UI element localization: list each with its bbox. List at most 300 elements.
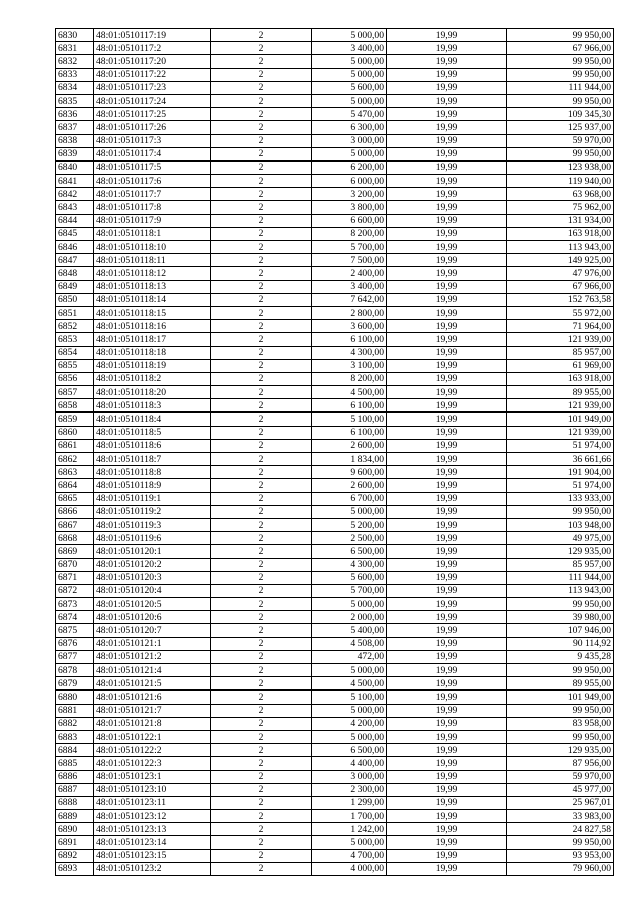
cadastral-cost-cell: 51 974,00 bbox=[507, 439, 614, 452]
specific-value-cell: 19,99 bbox=[387, 175, 507, 188]
table-row bbox=[56, 492, 614, 505]
table-row bbox=[56, 624, 614, 637]
specific-value-cell: 19,99 bbox=[387, 532, 507, 545]
category-code-cell: 2 bbox=[211, 280, 312, 293]
specific-value-cell: 19,99 bbox=[387, 466, 507, 479]
table-row bbox=[56, 479, 614, 492]
table-row bbox=[56, 359, 614, 372]
area-value-cell: 5 000,00 bbox=[312, 94, 387, 107]
table-row bbox=[56, 466, 614, 479]
cadastral-cost-cell: 45 977,00 bbox=[507, 783, 614, 796]
category-code-cell: 2 bbox=[211, 796, 312, 809]
table-row bbox=[56, 584, 614, 597]
cadastral-number-cell: 48:01:0510120:3 bbox=[94, 571, 211, 584]
cadastral-number-cell: 48:01:0510120:7 bbox=[94, 624, 211, 637]
row-number-cell: 6871 bbox=[56, 571, 94, 584]
specific-value-cell: 19,99 bbox=[387, 849, 507, 862]
cadastral-cost-cell: 47 976,00 bbox=[507, 267, 614, 280]
cadastral-number-cell: 48:01:0510118:18 bbox=[94, 346, 211, 359]
table-row bbox=[56, 862, 614, 875]
category-code-cell: 2 bbox=[211, 68, 312, 81]
cadastral-number-cell: 48:01:0510121:5 bbox=[94, 677, 211, 691]
table-row bbox=[56, 81, 614, 94]
category-code-cell: 2 bbox=[211, 346, 312, 359]
cadastral-number-cell: 48:01:0510123:15 bbox=[94, 849, 211, 862]
cadastral-cost-cell: 9 435,28 bbox=[507, 650, 614, 663]
row-number-cell: 6876 bbox=[56, 637, 94, 650]
area-value-cell: 3 600,00 bbox=[312, 320, 387, 333]
specific-value-cell: 19,99 bbox=[387, 704, 507, 717]
table-row bbox=[56, 306, 614, 319]
table-row bbox=[56, 426, 614, 439]
specific-value-cell: 19,99 bbox=[387, 161, 507, 175]
row-number-cell: 6831 bbox=[56, 42, 94, 55]
specific-value-cell: 19,99 bbox=[387, 650, 507, 663]
area-value-cell: 6 200,00 bbox=[312, 161, 387, 175]
cadastral-cost-cell: 111 944,00 bbox=[507, 81, 614, 94]
specific-value-cell: 19,99 bbox=[387, 717, 507, 730]
category-code-cell: 2 bbox=[211, 293, 312, 306]
area-value-cell: 3 800,00 bbox=[312, 201, 387, 214]
cadastral-cost-cell: 33 983,00 bbox=[507, 810, 614, 823]
cadastral-number-cell: 48:01:0510117:3 bbox=[94, 134, 211, 147]
row-number-cell: 6848 bbox=[56, 267, 94, 280]
area-value-cell: 5 400,00 bbox=[312, 624, 387, 637]
category-code-cell: 2 bbox=[211, 862, 312, 875]
cadastral-cost-cell: 99 950,00 bbox=[507, 836, 614, 849]
area-value-cell: 5 000,00 bbox=[312, 29, 387, 42]
specific-value-cell: 19,99 bbox=[387, 836, 507, 849]
area-value-cell: 8 200,00 bbox=[312, 372, 387, 385]
area-value-cell: 6 000,00 bbox=[312, 175, 387, 188]
category-code-cell: 2 bbox=[211, 94, 312, 107]
row-number-cell: 6872 bbox=[56, 584, 94, 597]
area-value-cell: 7 500,00 bbox=[312, 254, 387, 267]
cadastral-number-cell: 48:01:0510121:6 bbox=[94, 690, 211, 704]
specific-value-cell: 19,99 bbox=[387, 333, 507, 346]
row-number-cell: 6854 bbox=[56, 346, 94, 359]
row-number-cell: 6835 bbox=[56, 94, 94, 107]
cadastral-cost-cell: 113 943,00 bbox=[507, 584, 614, 597]
table-row bbox=[56, 704, 614, 717]
cadastral-number-cell: 48:01:0510123:1 bbox=[94, 770, 211, 783]
row-number-cell: 6890 bbox=[56, 823, 94, 836]
category-code-cell: 2 bbox=[211, 545, 312, 558]
category-code-cell: 2 bbox=[211, 690, 312, 704]
category-code-cell: 2 bbox=[211, 584, 312, 597]
category-code-cell: 2 bbox=[211, 188, 312, 201]
cadastral-number-cell: 48:01:0510120:6 bbox=[94, 611, 211, 624]
category-code-cell: 2 bbox=[211, 730, 312, 743]
row-number-cell: 6862 bbox=[56, 453, 94, 466]
row-number-cell: 6864 bbox=[56, 479, 94, 492]
cadastral-cost-cell: 99 950,00 bbox=[507, 730, 614, 743]
specific-value-cell: 19,99 bbox=[387, 306, 507, 319]
area-value-cell: 4 400,00 bbox=[312, 757, 387, 770]
area-value-cell: 5 600,00 bbox=[312, 81, 387, 94]
row-number-cell: 6849 bbox=[56, 280, 94, 293]
specific-value-cell: 19,99 bbox=[387, 664, 507, 677]
area-value-cell: 5 100,00 bbox=[312, 690, 387, 704]
row-number-cell: 6840 bbox=[56, 161, 94, 175]
cadastral-number-cell: 48:01:0510118:5 bbox=[94, 426, 211, 439]
category-code-cell: 2 bbox=[211, 677, 312, 691]
area-value-cell: 3 100,00 bbox=[312, 359, 387, 372]
area-value-cell: 6 500,00 bbox=[312, 744, 387, 757]
table-row bbox=[56, 201, 614, 214]
cadastral-cost-cell: 103 948,00 bbox=[507, 518, 614, 531]
row-number-cell: 6874 bbox=[56, 611, 94, 624]
specific-value-cell: 19,99 bbox=[387, 426, 507, 439]
table-row bbox=[56, 293, 614, 306]
category-code-cell: 2 bbox=[211, 399, 312, 413]
cadastral-cost-cell: 123 938,00 bbox=[507, 161, 614, 175]
category-code-cell: 2 bbox=[211, 227, 312, 240]
row-number-cell: 6865 bbox=[56, 492, 94, 505]
area-value-cell: 5 700,00 bbox=[312, 241, 387, 254]
cadastral-cost-cell: 131 934,00 bbox=[507, 214, 614, 227]
row-number-cell: 6841 bbox=[56, 175, 94, 188]
cadastral-cost-cell: 152 763,58 bbox=[507, 293, 614, 306]
cadastral-number-cell: 48:01:0510121:7 bbox=[94, 704, 211, 717]
area-value-cell: 3 400,00 bbox=[312, 280, 387, 293]
cadastral-number-cell: 48:01:0510117:2 bbox=[94, 42, 211, 55]
table-row bbox=[56, 637, 614, 650]
cadastral-cost-cell: 163 918,00 bbox=[507, 227, 614, 240]
cadastral-number-cell: 48:01:0510121:8 bbox=[94, 717, 211, 730]
row-number-cell: 6858 bbox=[56, 399, 94, 413]
cadastral-number-cell: 48:01:0510118:6 bbox=[94, 439, 211, 452]
specific-value-cell: 19,99 bbox=[387, 108, 507, 121]
cadastral-cost-cell: 85 957,00 bbox=[507, 346, 614, 359]
specific-value-cell: 19,99 bbox=[387, 293, 507, 306]
specific-value-cell: 19,99 bbox=[387, 29, 507, 42]
specific-value-cell: 19,99 bbox=[387, 730, 507, 743]
area-value-cell: 2 300,00 bbox=[312, 783, 387, 796]
row-number-cell: 6852 bbox=[56, 320, 94, 333]
category-code-cell: 2 bbox=[211, 372, 312, 385]
cadastral-number-cell: 48:01:0510118:13 bbox=[94, 280, 211, 293]
specific-value-cell: 19,99 bbox=[387, 677, 507, 691]
specific-value-cell: 19,99 bbox=[387, 372, 507, 385]
table-row bbox=[56, 147, 614, 161]
table-row bbox=[56, 453, 614, 466]
category-code-cell: 2 bbox=[211, 359, 312, 372]
cadastral-cost-cell: 99 950,00 bbox=[507, 29, 614, 42]
area-value-cell: 3 000,00 bbox=[312, 134, 387, 147]
category-code-cell: 2 bbox=[211, 439, 312, 452]
specific-value-cell: 19,99 bbox=[387, 147, 507, 161]
area-value-cell: 4 508,00 bbox=[312, 637, 387, 650]
table-row bbox=[56, 650, 614, 663]
cadastral-cost-cell: 99 950,00 bbox=[507, 704, 614, 717]
row-number-cell: 6881 bbox=[56, 704, 94, 717]
specific-value-cell: 19,99 bbox=[387, 823, 507, 836]
category-code-cell: 2 bbox=[211, 201, 312, 214]
table-row bbox=[56, 175, 614, 188]
cadastral-number-cell: 48:01:0510118:20 bbox=[94, 386, 211, 399]
cadastral-cost-cell: 55 972,00 bbox=[507, 306, 614, 319]
area-value-cell: 6 600,00 bbox=[312, 214, 387, 227]
specific-value-cell: 19,99 bbox=[387, 757, 507, 770]
row-number-cell: 6878 bbox=[56, 664, 94, 677]
table-row bbox=[56, 280, 614, 293]
table-row bbox=[56, 730, 614, 743]
row-number-cell: 6888 bbox=[56, 796, 94, 809]
cadastral-cost-cell: 109 345,30 bbox=[507, 108, 614, 121]
area-value-cell: 2 600,00 bbox=[312, 439, 387, 452]
area-value-cell: 5 000,00 bbox=[312, 598, 387, 611]
specific-value-cell: 19,99 bbox=[387, 545, 507, 558]
category-code-cell: 2 bbox=[211, 426, 312, 439]
cadastral-number-cell: 48:01:0510118:9 bbox=[94, 479, 211, 492]
area-value-cell: 6 300,00 bbox=[312, 121, 387, 134]
cadastral-cost-cell: 83 958,00 bbox=[507, 717, 614, 730]
category-code-cell: 2 bbox=[211, 770, 312, 783]
cadastral-cost-cell: 191 904,00 bbox=[507, 466, 614, 479]
row-number-cell: 6875 bbox=[56, 624, 94, 637]
cadastral-cost-cell: 71 964,00 bbox=[507, 320, 614, 333]
row-number-cell: 6832 bbox=[56, 55, 94, 68]
table-row bbox=[56, 717, 614, 730]
category-code-cell: 2 bbox=[211, 717, 312, 730]
category-code-cell: 2 bbox=[211, 412, 312, 426]
area-value-cell: 5 600,00 bbox=[312, 571, 387, 584]
row-number-cell: 6879 bbox=[56, 677, 94, 691]
cadastral-cost-cell: 119 940,00 bbox=[507, 175, 614, 188]
cadastral-cost-cell: 99 950,00 bbox=[507, 147, 614, 161]
category-code-cell: 2 bbox=[211, 518, 312, 531]
area-value-cell: 6 500,00 bbox=[312, 545, 387, 558]
category-code-cell: 2 bbox=[211, 571, 312, 584]
cadastral-cost-cell: 113 943,00 bbox=[507, 241, 614, 254]
area-value-cell: 6 100,00 bbox=[312, 399, 387, 413]
cadastral-cost-cell: 59 970,00 bbox=[507, 770, 614, 783]
table-row bbox=[56, 505, 614, 518]
row-number-cell: 6892 bbox=[56, 849, 94, 862]
specific-value-cell: 19,99 bbox=[387, 810, 507, 823]
category-code-cell: 2 bbox=[211, 386, 312, 399]
category-code-cell: 2 bbox=[211, 55, 312, 68]
specific-value-cell: 19,99 bbox=[387, 94, 507, 107]
row-number-cell: 6830 bbox=[56, 29, 94, 42]
area-value-cell: 9 600,00 bbox=[312, 466, 387, 479]
cadastral-number-cell: 48:01:0510117:23 bbox=[94, 81, 211, 94]
table-row bbox=[56, 55, 614, 68]
cadastral-cost-cell: 93 953,00 bbox=[507, 849, 614, 862]
specific-value-cell: 19,99 bbox=[387, 280, 507, 293]
specific-value-cell: 19,99 bbox=[387, 439, 507, 452]
cadastral-cost-cell: 89 955,00 bbox=[507, 677, 614, 691]
row-number-cell: 6833 bbox=[56, 68, 94, 81]
specific-value-cell: 19,99 bbox=[387, 637, 507, 650]
category-code-cell: 2 bbox=[211, 611, 312, 624]
row-number-cell: 6853 bbox=[56, 333, 94, 346]
category-code-cell: 2 bbox=[211, 650, 312, 663]
row-number-cell: 6882 bbox=[56, 717, 94, 730]
row-number-cell: 6837 bbox=[56, 121, 94, 134]
table-row bbox=[56, 188, 614, 201]
table-row bbox=[56, 108, 614, 121]
category-code-cell: 2 bbox=[211, 664, 312, 677]
specific-value-cell: 19,99 bbox=[387, 571, 507, 584]
specific-value-cell: 19,99 bbox=[387, 267, 507, 280]
area-value-cell: 4 500,00 bbox=[312, 677, 387, 691]
cadastral-cost-cell: 99 950,00 bbox=[507, 598, 614, 611]
row-number-cell: 6885 bbox=[56, 757, 94, 770]
table-row bbox=[56, 372, 614, 385]
cadastral-number-cell: 48:01:0510123:2 bbox=[94, 862, 211, 875]
category-code-cell: 2 bbox=[211, 479, 312, 492]
table-row bbox=[56, 770, 614, 783]
area-value-cell: 3 000,00 bbox=[312, 770, 387, 783]
area-value-cell: 2 000,00 bbox=[312, 611, 387, 624]
specific-value-cell: 19,99 bbox=[387, 227, 507, 240]
row-number-cell: 6846 bbox=[56, 241, 94, 254]
table-row bbox=[56, 532, 614, 545]
row-number-cell: 6863 bbox=[56, 466, 94, 479]
cadastral-number-cell: 48:01:0510117:24 bbox=[94, 94, 211, 107]
specific-value-cell: 19,99 bbox=[387, 770, 507, 783]
cadastral-number-cell: 48:01:0510120:4 bbox=[94, 584, 211, 597]
row-number-cell: 6870 bbox=[56, 558, 94, 571]
area-value-cell: 5 000,00 bbox=[312, 704, 387, 717]
row-number-cell: 6847 bbox=[56, 254, 94, 267]
cadastral-number-cell: 48:01:0510123:10 bbox=[94, 783, 211, 796]
cadastral-number-cell: 48:01:0510119:6 bbox=[94, 532, 211, 545]
specific-value-cell: 19,99 bbox=[387, 134, 507, 147]
area-value-cell: 5 200,00 bbox=[312, 518, 387, 531]
specific-value-cell: 19,99 bbox=[387, 42, 507, 55]
cadastral-cost-cell: 111 944,00 bbox=[507, 571, 614, 584]
row-number-cell: 6860 bbox=[56, 426, 94, 439]
cadastral-number-cell: 48:01:0510120:1 bbox=[94, 545, 211, 558]
table-row bbox=[56, 677, 614, 691]
table-row bbox=[56, 783, 614, 796]
cadastral-cost-cell: 163 918,00 bbox=[507, 372, 614, 385]
specific-value-cell: 19,99 bbox=[387, 201, 507, 214]
area-value-cell: 4 500,00 bbox=[312, 386, 387, 399]
area-value-cell: 6 100,00 bbox=[312, 333, 387, 346]
table-row bbox=[56, 68, 614, 81]
cadastral-number-cell: 48:01:0510123:13 bbox=[94, 823, 211, 836]
cadastral-number-cell: 48:01:0510118:16 bbox=[94, 320, 211, 333]
specific-value-cell: 19,99 bbox=[387, 399, 507, 413]
cadastral-cost-cell: 24 827,58 bbox=[507, 823, 614, 836]
cadastral-cost-cell: 121 939,00 bbox=[507, 333, 614, 346]
category-code-cell: 2 bbox=[211, 492, 312, 505]
table-row bbox=[56, 29, 614, 42]
cadastral-number-cell: 48:01:0510118:1 bbox=[94, 227, 211, 240]
category-code-cell: 2 bbox=[211, 121, 312, 134]
category-code-cell: 2 bbox=[211, 108, 312, 121]
area-value-cell: 8 200,00 bbox=[312, 227, 387, 240]
area-value-cell: 4 000,00 bbox=[312, 862, 387, 875]
specific-value-cell: 19,99 bbox=[387, 505, 507, 518]
specific-value-cell: 19,99 bbox=[387, 254, 507, 267]
cadastral-number-cell: 48:01:0510121:4 bbox=[94, 664, 211, 677]
cadastral-number-cell: 48:01:0510117:8 bbox=[94, 201, 211, 214]
cadastral-number-cell: 48:01:0510123:11 bbox=[94, 796, 211, 809]
category-code-cell: 2 bbox=[211, 637, 312, 650]
category-code-cell: 2 bbox=[211, 704, 312, 717]
cadastral-number-cell: 48:01:0510118:7 bbox=[94, 453, 211, 466]
area-value-cell: 5 000,00 bbox=[312, 664, 387, 677]
category-code-cell: 2 bbox=[211, 744, 312, 757]
row-number-cell: 6861 bbox=[56, 439, 94, 452]
row-number-cell: 6873 bbox=[56, 598, 94, 611]
table-row bbox=[56, 94, 614, 107]
cadastral-cost-cell: 85 957,00 bbox=[507, 558, 614, 571]
cadastral-cost-cell: 99 950,00 bbox=[507, 664, 614, 677]
area-value-cell: 5 000,00 bbox=[312, 836, 387, 849]
cadastral-cost-cell: 121 939,00 bbox=[507, 399, 614, 413]
area-value-cell: 4 300,00 bbox=[312, 558, 387, 571]
row-number-cell: 6883 bbox=[56, 730, 94, 743]
category-code-cell: 2 bbox=[211, 267, 312, 280]
category-code-cell: 2 bbox=[211, 810, 312, 823]
category-code-cell: 2 bbox=[211, 241, 312, 254]
cadastral-number-cell: 48:01:0510119:3 bbox=[94, 518, 211, 531]
category-code-cell: 2 bbox=[211, 783, 312, 796]
specific-value-cell: 19,99 bbox=[387, 479, 507, 492]
table-row bbox=[56, 227, 614, 240]
specific-value-cell: 19,99 bbox=[387, 783, 507, 796]
category-code-cell: 2 bbox=[211, 505, 312, 518]
category-code-cell: 2 bbox=[211, 757, 312, 770]
row-number-cell: 6877 bbox=[56, 650, 94, 663]
category-code-cell: 2 bbox=[211, 849, 312, 862]
area-value-cell: 4 700,00 bbox=[312, 849, 387, 862]
table-row bbox=[56, 254, 614, 267]
area-value-cell: 5 000,00 bbox=[312, 55, 387, 68]
cadastral-number-cell: 48:01:0510118:15 bbox=[94, 306, 211, 319]
category-code-cell: 2 bbox=[211, 598, 312, 611]
specific-value-cell: 19,99 bbox=[387, 624, 507, 637]
row-number-cell: 6855 bbox=[56, 359, 94, 372]
cadastral-cost-cell: 129 935,00 bbox=[507, 545, 614, 558]
specific-value-cell: 19,99 bbox=[387, 611, 507, 624]
row-number-cell: 6886 bbox=[56, 770, 94, 783]
table-row bbox=[56, 810, 614, 823]
cadastral-cost-cell: 125 937,00 bbox=[507, 121, 614, 134]
area-value-cell: 6 100,00 bbox=[312, 426, 387, 439]
area-value-cell: 5 700,00 bbox=[312, 584, 387, 597]
specific-value-cell: 19,99 bbox=[387, 862, 507, 875]
area-value-cell: 5 000,00 bbox=[312, 68, 387, 81]
specific-value-cell: 19,99 bbox=[387, 690, 507, 704]
cadastral-cost-cell: 36 661,66 bbox=[507, 453, 614, 466]
specific-value-cell: 19,99 bbox=[387, 320, 507, 333]
area-value-cell: 3 400,00 bbox=[312, 42, 387, 55]
area-value-cell: 5 000,00 bbox=[312, 730, 387, 743]
table-row bbox=[56, 598, 614, 611]
cadastral-cost-cell: 25 967,01 bbox=[507, 796, 614, 809]
cadastral-number-cell: 48:01:0510120:5 bbox=[94, 598, 211, 611]
row-number-cell: 6839 bbox=[56, 147, 94, 161]
area-value-cell: 3 200,00 bbox=[312, 188, 387, 201]
cadastral-number-cell: 48:01:0510118:8 bbox=[94, 466, 211, 479]
table-row bbox=[56, 757, 614, 770]
cadastral-cost-cell: 61 969,00 bbox=[507, 359, 614, 372]
specific-value-cell: 19,99 bbox=[387, 359, 507, 372]
row-number-cell: 6838 bbox=[56, 134, 94, 147]
table-row bbox=[56, 690, 614, 704]
table-row bbox=[56, 320, 614, 333]
specific-value-cell: 19,99 bbox=[387, 558, 507, 571]
row-number-cell: 6850 bbox=[56, 293, 94, 306]
area-value-cell: 2 400,00 bbox=[312, 267, 387, 280]
